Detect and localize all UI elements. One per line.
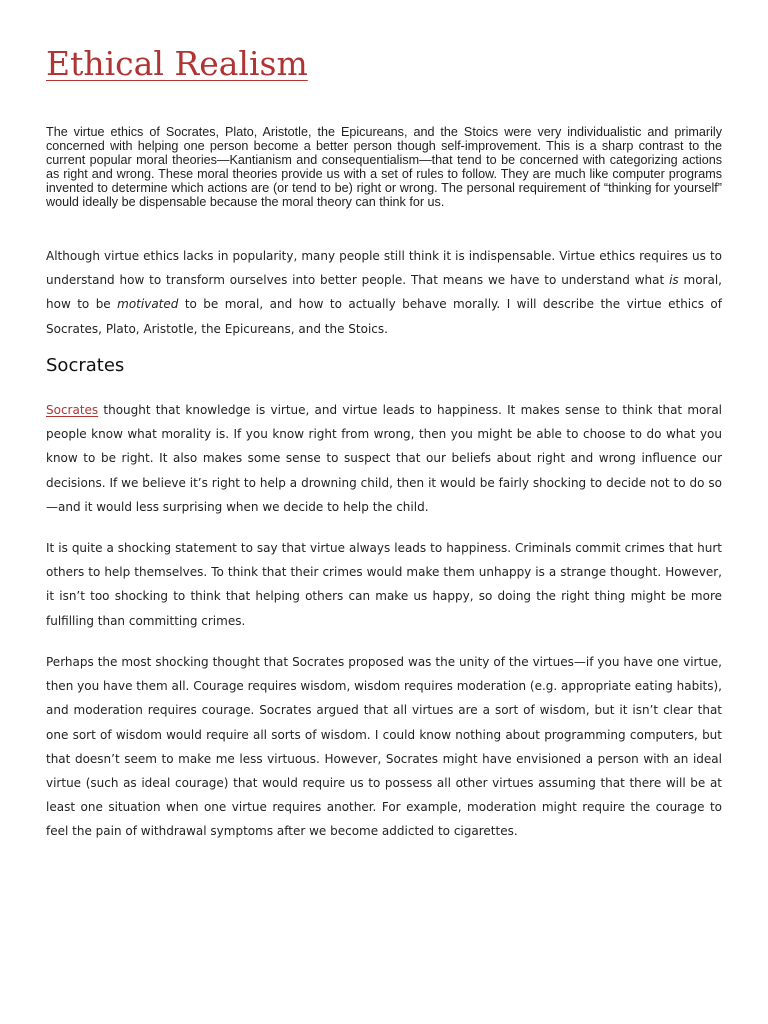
emphasis-motivated: motivated bbox=[117, 297, 179, 312]
paragraph-virtue-ethics bbox=[46, 244, 722, 341]
paragraph-unity-of-virtues: Perhaps the most shocking thought that Socrates proposed was the unity of the virtues—if you have one virtue, then you have them all. Courage requires wisdom, wisdom requires moderation (e.g. appropriate eating habits), and moderation requires courage. Socrates argued that all virtues are a sort of wisdom, but it isn’t clear that one sort of wisdom would require all sorts of wisdom. I could know nothing about programming computers, but that doesn’t seem to make me less virtuous. However, Socrates might have envisioned a person with an ideal virtue (such as ideal courage) that would require us to possess all other virtues assuming that there will be at least one situation when one virtue requires another. For example, moderation might require the courage to feel the pain of withdrawal symptoms after we become addicted to cigarettes. bbox=[46, 655, 722, 839]
paragraph-text: moral, how to be bbox=[46, 273, 722, 312]
paragraph-text: to be moral, and how to actually behave morally. I will describe the virtue ethics of Socrates, Plato, Aristotle, the Epicureans, and the Stoics. bbox=[46, 297, 722, 336]
paragraph-text: thought that knowledge is virtue, and virtue leads to happiness. It makes sense to think that moral people know what morality is. If you know right from wrong, then you might be able to choose to do what you know to be right. It also makes some sense to suspect that our beliefs about right and wrong influence our decisions. If we believe it’s right to help a drowning child, then it would be fairly shocking to decide not to do so—and it would less surprising when we decide to help the child. bbox=[46, 403, 722, 514]
socrates-link[interactable]: Socrates bbox=[46, 403, 99, 417]
paragraph-text: Although virtue ethics lacks in popularity, many people still think it is indispensable. Virtue ethics requires us to understand how to transform ourselves into better people. That means we have to understand what bbox=[46, 249, 722, 288]
section-heading-socrates: Socrates bbox=[46, 355, 125, 376]
paragraph-knowledge-is-virtue bbox=[46, 398, 722, 519]
emphasis-is: is bbox=[669, 273, 679, 288]
intro-paragraph: The virtue ethics of Socrates, Plato, Aristotle, the Epicureans, and the Stoics were very individualistic and primarily concerned with helping one person become a better person though self-improvement. This is a sharp contrast to the current popular moral theories—Kantianism and consequentialism—that tend to be concerned with categorizing actions as right and wrong. These moral theories provide us with a set of rules to follow. They are much like computer programs invented to determine which actions are (or tend to be) right or wrong. The personal requirement of “thinking for yourself” would ideally be dispensable because the moral theory can think for us. bbox=[46, 125, 722, 209]
paragraph-virtue-happiness: It is quite a shocking statement to say that virtue always leads to happiness. Criminals commit crimes that hurt others to help themselves. To think that their crimes would make them unhappy is a strange thought. However, it isn’t too shocking to think that helping others can make us happy, so doing the right thing might be more fulfilling than committing crimes. bbox=[46, 541, 722, 628]
page-title: Ethical Realism bbox=[46, 44, 308, 83]
